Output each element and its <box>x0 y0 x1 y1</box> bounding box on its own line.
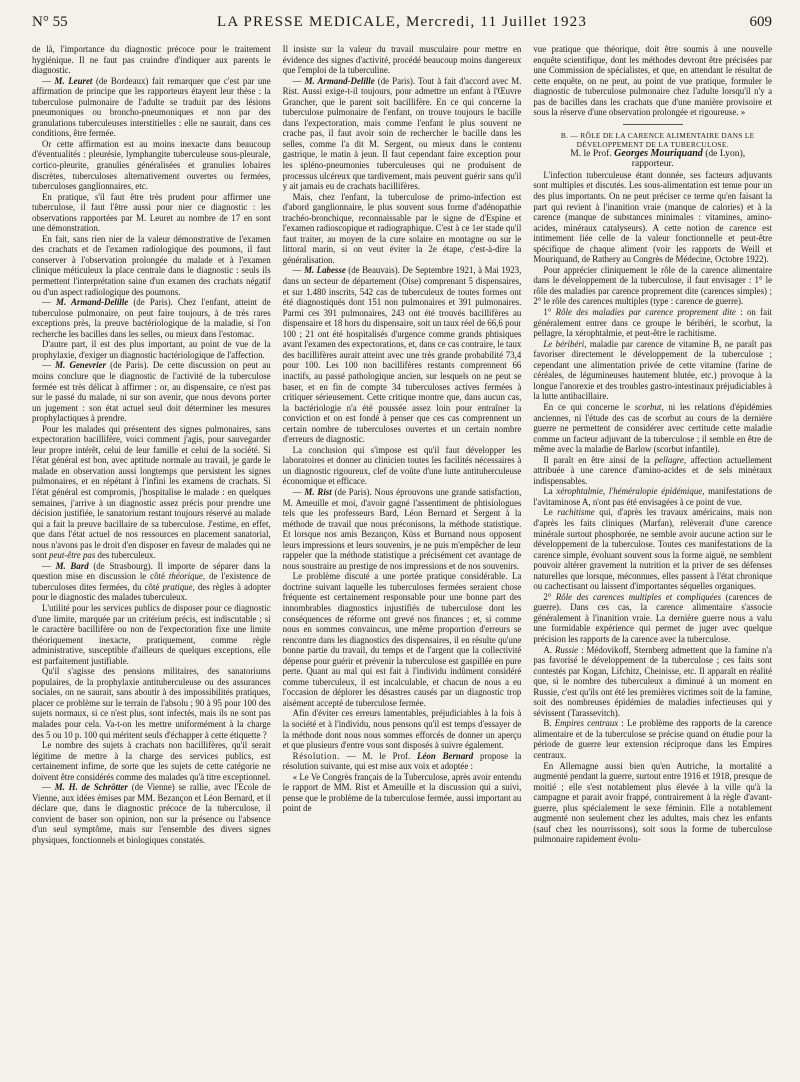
speaker-name: M. Bard <box>55 560 89 571</box>
speaker-name: M. Leuret <box>54 75 93 86</box>
paragraph: L'infection tuberculeuse étant donnée, ses facteurs adjuvants sont multiples et discutés. Les sous-alimentation est tenue pour un des plus importants. On ne peut préciser ce terme qu'en faisant la part qui revient à l'inanition vraie (manque de calories) et à la carence (manque de substances minimales : vitamines, amino-acides, minéraux catalyseurs). A cette notion de carence est intimement liée celle de la valeur fonctionnelle et peut-être spécifique de chaque aliment (voir les rapports de Weill et Mouriquand, de Rathery au Congrès de Médecine, Octobre 1922). <box>533 169 773 265</box>
resolution-paragraph: Résolution. — M. le Prof. Léon Bernard propose la résolution suivante, qui est mise aux voix et adoptée : <box>282 750 522 772</box>
paragraph: — M. H. de Schrötter (de Vienne) se rallie, avec l'Ecole de Vienne, aux idées émises par MM. Bezançon et Léon Bernard, et il déclare que, dans le diagnostic précoce de la tuberculose, il convient de baser son opinion, non sur la présence ou l'absence d'un seul symptôme, mais sur l'ensemble des divers signes physiques, fonctionnels et biologiques constatés. <box>32 782 271 846</box>
paragraph: Le nombre des sujets à crachats non bacillifères, qu'il serait légitime de mettre à la charge des services publics, est certainement infime, de sorte que les sujets de cette catégorie ne doivent être considérés comme des malades qu'à titre exceptionnel. <box>32 740 271 782</box>
paragraph: D'autre part, il est des plus important, au point de vue de la prophylaxie, d'exiger un diagnostic bactériologique de l'affection. <box>32 339 271 360</box>
paragraph: — M. Armand-Delille (de Paris). Chez l'enfant, atteint de tuberculose pulmonaire, on peut faire toujours, à de très rares exceptions près, la preuve bactériologique de la maladie, si l'on recherche les bacilles dans les selles, ou mieux dans l'estomac. <box>32 297 271 339</box>
paragraph: Il insiste sur la valeur du travail musculaire pour mettre en évidence des signes d'activité, procédé beaucoup moins dangereux que l'emploi de la tuberculine. <box>282 44 522 76</box>
paragraph: — M. Armand-Delille (de Paris). Tout à fait d'accord avec M. Rist. Aussi exige-t-il toujours, pour admettre un enfant à l'Œuvre Grancher, que le parent soit bacillifère. En ce qui concerne la tuberculose pulmonaire de l'enfant, on trouve toujours le bacille dans l'expectoration, mais comme l'enfant le plus souvent ne crache pas, il faut avoir soin de rechercher le bacille dans les selles, comme l'a dit M. Sergent, ou mieux dans le contenu gastrique, le matin à jeun. Il faut cependant faire exception pour les spléno-pneumonies tuberculeuses qui ne produisent de processus ulcéreux que tardivement, mais peuvent guérir sans qu'il y ait jamais eu de crachats bacillifères. <box>282 75 522 192</box>
column-2 <box>283 44 522 1072</box>
paragraph: 1° Rôle des maladies par carence proprement dite : on fait généralement entrer dans ce groupe le béribéri, le scorbut, la pellagre, la xérophtalmie, et peut-être le rachitisme. <box>533 307 773 339</box>
paragraph: B. Empires centraux : Le problème des rapports de la carence alimentaire et de la tuberculose se précise quand on étudie pour la période de guerre leur extension réciproque dans les Empires centraux. <box>533 718 773 760</box>
paragraph: Pour les malades qui présentent des signes pulmonaires, sans expectoration bacillifère, voici comment j'agis, pour sauvegarder leur propre intérêt, celui de leur famille et celui de la société. Si l'état général est bon, avec aptitude normale au travail, je garde le malade en observation aussi longtemps que persistent les signes pulmonaires, et en répétant à l'infini les examens de crachats. Si l'état général est compromis, j'hospitalise le malade : en quelques semaines, j'arrive à un diagnostic assez précis pour prendre une décision justifiée, le sanatorium restant toujours réservé au malade qui a fait la preuve bacillaire de sa tuberculose. J'estime, en effet, que dans l'état actuel de nos ressources en placement sanatorial, nous n'avons pas le droit d'en disposer en faveur de malades qui ne sont peut-être pas des tuberculeux. <box>32 423 271 561</box>
section-divider <box>623 124 683 125</box>
paragraph: L'utilité pour les services publics de disposer pour ce diagnostic d'une limite, marquée par un critérium précis, est indiscutable ; si le caractère bacillifère ou non de l'expectoration fixe une limite théoriquement inexacte, pratiquement, comme règle administrative, susceptible d'ailleurs de quelques exceptions, elle est parfaitement justifiable. <box>32 602 271 666</box>
paragraph: — M. Labesse (de Beauvais). De Septembre 1921, à Mai 1923, dans un secteur de département (Oise) comprenant 5 dispensaires, et sur 1.480 inscrits, 542 cas de tuberculeux de toutes formes ont été diagnostiqués dont 151 non pulmonaires et 391 pulmonaires. Parmi ces 391 pulmonaires, 243 ont été trouvés bacillifères au dispensaire et 18 hors du dispensaire, soit un taux réel de 66,6 pour 100 ; 21 ont été hospitalisés d'urgence comme grands phtisiques avant l'examen des expectorations, et, dans ce cas contraire, le taux des bacillifères aurait atteint avec une très grande probabilité 73,4 pour 100. Les 100 non bacillifères restants comprennent 66 inactifs, au passé pathologique ancien, sur lesquels on ne peut se baser, et en fin de compte 34 tuberculoses actives fermées à critiquer sérieusement. Cette critique montre que, dans aucun cas, la bactériologie n'a été poussée assez loin pour entraîner la conviction et on est fondé à penser que ces cas comprennent un certain nombre de tuberculoses ouvertes et un certain nombre d'erreurs de diagnostic. <box>282 265 522 445</box>
column-1 <box>32 44 271 1072</box>
paragraph: vue pratique que théorique, doit être soumis à une nouvelle enquête scientifique, dont les méthodes devront être précisées par une Commission de spécialistes, et que, en attendant le résultat de cette enquête, on ne peut, au point de vue pratique, formuler le diagnostic de tuberculose pulmonaire chez l'adulte lorsqu'il n'y a pas de bacilles dans les crachats que d'une manière provisoire et sous la réserve d'une observation prolongée et rigoureuse. » <box>533 44 773 118</box>
paragraph: Or cette affirmation est au moins inexacte dans beaucoup d'éventualités : pleurésie, lymphangite tuberculeuse sous-pleurale, cortico-pleurite, granulies généralisées et granulies lobaires discrètes, tuberculoses alternativement ouvertes ou fermées, tuberculoses ganglionnaires, etc. <box>32 138 271 192</box>
paragraph: — M. Genevrier (de Paris). De cette discussion on peut au moins conclure que le diagnostic de l'activité de la tuberculose fermée est très délicat à affirmer : or, au dispensaire, ce n'est pas sur le passé du malade, ni sur son avenir, que nous devons porter un jugement : son état actuel seul doit déterminer les mesures prophylactiques à prendre. <box>32 360 271 424</box>
speaker-name: Georges Mouriquand <box>614 147 703 159</box>
text-columns <box>32 44 772 1072</box>
paragraph: Le béribéri, maladie par carence de vitamine B, ne paraît pas favoriser directement le développement de la tuberculose ; cependant une alimentation privée de cette vitamine (farine de céréales, de légumineuses hautement blutée, etc.) provoque à la longue l'anorexie et des troubles gastro-intestinaux préjudiciables à la lutte antibacillaire. <box>533 338 773 402</box>
paragraph: Afin d'éviter ces erreurs lamentables, préjudiciables à la fois à la société et à l'individu, nous pensons qu'il est temps d'essayer de la méthode dont nous nous sommes efforcés de donner un aperçu et que plusieurs d'entre vous sont disposés à suivre également. <box>282 708 522 751</box>
page-number: 609 <box>749 14 772 30</box>
paragraph: de là, l'importance du diagnostic précoce pour le traitement hygiénique. Il ne faut pas craindre d'indiquer aux parents le diagnostic. <box>32 44 271 76</box>
paragraph: — M. Rist (de Paris). Nous éprouvons une grande satisfaction, M. Ameuille et moi, d'avoir gagné l'assentiment de phtisiologues tels que les professeurs Bard, Léon Bernard et Sergent à la méthode de travail que nous préconisons, la méthode statistique. Et lorsque nos amis Bezançon, Küss et Burnand nous opposent leurs impressions et leurs souvenirs, je ne puis m'empêcher de leur rappeler que la méthode statistique a précisément cet avantage de nous soustraire au prestige de nos impressions et de nos souvenirs. <box>282 486 522 571</box>
speaker-name: M. Genevrier <box>55 360 106 371</box>
column-3 <box>533 44 772 1072</box>
paragraph: En Allemagne aussi bien qu'en Autriche, la mortalité a augmenté pendant la guerre, surtout entre 1916 et 1918, presque de moitié ; elle s'est notablement plus élevée à la ville qu'à la campagne et parait avoir frappé, contrairement à la règle d'avant-guerre, plus spécialement le sexe féminin. Elle a notablement augmenté non seulement chez les adultes, mais chez les enfants (sauf chez les nourrissons), soit sous la forme de tuberculose pulmonaire rapidement évolu- <box>533 760 773 845</box>
paragraph: A. Russie : Médovikoff, Sternberg admettent que la famine n'a pas favorisé le développement de la tuberculose ; ces faits sont contestés par Kogan, Lifchitz, Cheinisse, etc. Il apparaît en réalité que, si le nombre des tuberculeux a diminué à un moment en Russie, c'est qu'ils ont été les premières victimes soit de la famine, soit des nombreuses épidémies de maladies infectieuses qui y sévissent (Tarassevitch). <box>533 644 773 718</box>
paragraph: En ce qui concerne le scorbut, ni les relations d'épidémies anciennes, ni l'étude des cas de scorbut au cours de la dernière guerre ne permettent de considérer avec certitude cette maladie comme un facteur adjuvant de la tuberculose ; il semble en être de même avec la maladie de Barlow (scorbut infantile). <box>533 401 773 455</box>
speaker-name: M. Rist <box>304 486 332 497</box>
resolution-label: Résolution. <box>292 750 340 761</box>
paragraph: — M. Leuret (de Bordeaux) fait remarquer que c'est par une affirmation de principe que les rapporteurs étayent leur thèse : la tuberculose pulmonaire de l'adulte se traduit par des lésions pneumoniques ou broncho-pneumoniques et non par des granulations tuberculeuses interstitielles : elle ne saurait, dans ces conditions, être fermée. <box>32 75 271 139</box>
rapporteur-heading: M. le Prof. Georges Mouriquand (de Lyon), rapporteur. <box>570 147 746 170</box>
speaker-name: M. H. de Schrötter <box>54 782 128 793</box>
speaker-name: Léon Bernard <box>417 750 474 761</box>
paragraph: En fait, sans rien nier de la valeur démonstrative de l'examen des crachats et de l'examen radiologique des poumons, il faut conserver à l'observation prolongée du malade et à l'examen clinique méticuleux la place centrale dans le diagnostic : seuls ils permettent l'interprétation saine d'un examen des crachats négatif ou d'un aspect radiologique des poumons. <box>32 233 271 297</box>
paragraph: Qu'il s'agisse des pensions militaires, des sanatoriums populaires, de la prophylaxie antituberculeuse ou des assurances sociales, on ne saurait, sans aboutir à des impossibilités pratiques, placer ce problème sur le terrain de l'absolu ; 90 à 95 pour 100 des sujets normaux, si ce n'est plus, sont infectés, mais ils ne sont pas malades pour cela. Va-t-on les mettre uniformément à la charge des 5 ou 10 p. 100 qui méritent seuls d'échapper à cette étiquette ? <box>32 666 271 740</box>
paragraph: « Le Ve Congrès français de la Tuberculose, après avoir entendu le rapport de MM. Rist et Ameuille et la discussion qui a suivi, pense que le problème de la tuberculose fermée, aussi important au point de <box>282 771 522 814</box>
page-header <box>32 14 772 34</box>
paragraph: La conclusion qui s'impose est qu'il faut développer les laboratoires et donner au clinicien toutes les facilités nécessaires à un diagnostic rigoureux, clef de voûte d'une lutte antituberculeuse économique et efficace. <box>282 444 522 487</box>
paragraph: La xérophtalmie, l'héméralopie épidémique, manifestations de l'avitaminose A, n'ont pas été envisagées à ce point de vue. <box>533 486 773 507</box>
speaker-name: M. Labesse <box>304 265 346 276</box>
issue-number: N° 55 <box>32 14 68 30</box>
paragraph: Pour apprécier cliniquement le rôle de la carence alimentaire dans le développement de la tuberculose, il faut envisager : 1° le rôle des maladies par carence proprement dite (carences simples) ; 2° le rôle des carences multiples (type : carence de guerre). <box>533 264 773 307</box>
paragraph: En pratique, s'il faut être très prudent pour affirmer une tuberculose, il faut l'être aussi pour nier ce diagnostic : les observations rapportées par M. Leuret au nombre de 17 en sont une démonstration. <box>32 191 271 234</box>
section-title: B. — RÔLE DE LA CARENCE ALIMENTAIRE DANS LE DÉVELOPPEMENT DE LA TUBERCULOSE. <box>560 130 755 149</box>
paragraph: — M. Bard (de Strasbourg). Il importe de séparer dans la question mise en discussion le côté théorique, de l'existence de tuberculoses dites fermées, du côté pratique, des règles à adopter pour le diagnostic des malades tuberculeux. <box>32 560 271 603</box>
speaker-name: M. Armand-Delille <box>56 297 129 308</box>
paragraph: Mais, chez l'enfant, la tuberculose de primo-infection est d'abord ganglionnaire, le plus souvent sous forme d'adénopathie trachéo-bronchique, reconnaissable par le signe de d'Espine et l'examen radioscopique et radiographique. C'est à ce 1er stade qu'il faut traiter, au moyen de la cure solaire en montagne ou sur le littoral marin, si on veut éviter la 2e étape, c'est-à-dire la généralisation. <box>282 191 522 265</box>
speaker-name: M. Armand-Delille <box>304 75 375 86</box>
paragraph: Le problème discuté a une portée pratique considérable. La doctrine suivant laquelle les tuberculoses fermées seraient chose fréquente est certainement responsable pour une bonne part des innombrables diagnostics injustifiés de tuberculose dont les conséquences de réforme ont grevé nos finances ; et, si comme nous en sommes convaincus, une même proportion d'erreurs se rencontre dans les diagnostics des dispensaires, il en résulte qu'une bonne partie du travail, du temps et de l'argent que la collectivité dépense pour guérir et prévenir la tuberculose est gaspillée en pure perte. Quant au mal qui est fait à l'individu indûment considéré comme tuberculeux, il est incalculable, et chacun de nous a eu l'occasion de déplorer les désastres causés par un diagnostic trop aisément accepté de tuberculose fermée. <box>282 571 522 708</box>
journal-title: LA PRESSE MEDICALE, Mercredi, 11 Juillet 1923 <box>216 14 588 30</box>
paragraph: Le rachitisme qui, d'après les travaux américains, mais non d'après les faits cliniques (Marfan), relèverait d'une carence minérale surtout phosphorée, ne semble avoir aucune action sur le développement de la tuberculose. Toutes ces manifestations de la carence simple, évoluant souvent sous la forme aiguë, ne semblent pouvoir altérer gravement la nutrition et la priver de ses défenses naturelles que lorsque, méconnues, elles passent à l'état chronique ou cachectisant ou laissent d'importantes séquelles organiques. <box>533 507 773 592</box>
paragraph: 2° Rôle des carences multiples et compliquées (carences de guerre). Dans ces cas, la carence alimentaire s'associe généralement à l'inanition vraie. La dernière guerre nous a valu une formidable expérience qui permet de juger avec quelque précision les rapports de la carence avec la tuberculose. <box>533 591 773 644</box>
paragraph: Il paraît en être ainsi de la pellagre, affection actuellement attribuée à une carence d'amino-acides et de sels minéraux indispensables. <box>533 454 773 486</box>
